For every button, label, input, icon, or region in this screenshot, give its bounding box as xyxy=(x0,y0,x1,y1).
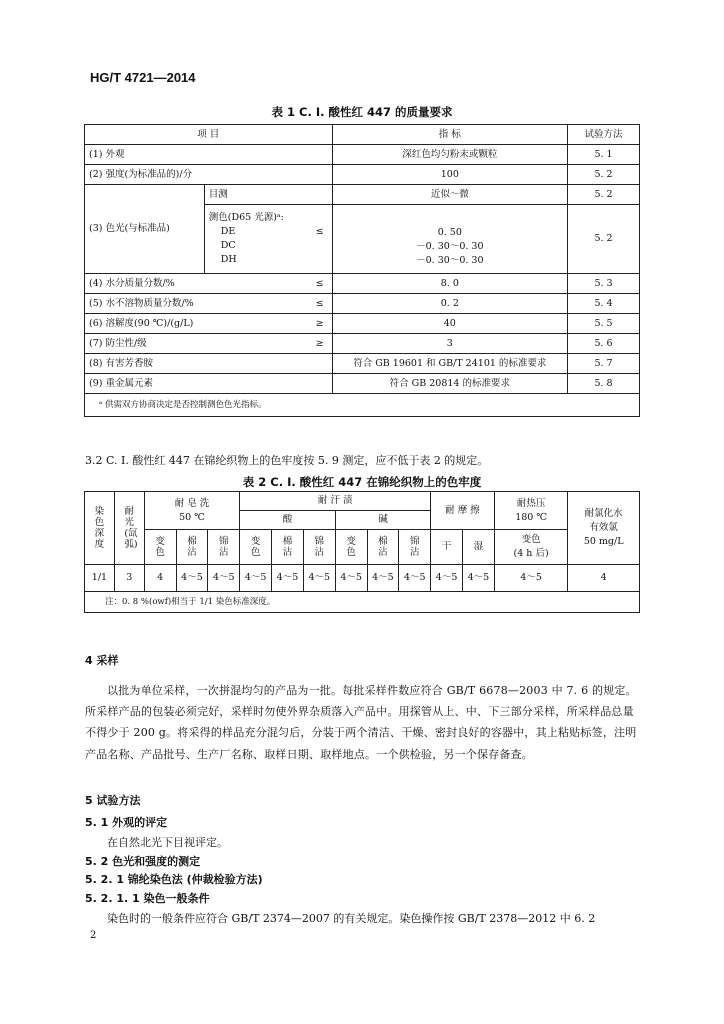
shade-de-line xyxy=(209,225,328,239)
row-value: 符合 GB 20814 的标准要求 xyxy=(332,374,568,394)
shade-dc-value: －0. 30～0. 30 xyxy=(416,241,484,252)
cell: 4～5 xyxy=(176,565,208,592)
table-row xyxy=(85,294,640,314)
section-5-heading: 5 试验方法 xyxy=(85,794,141,807)
header-alkali-change: 变色 xyxy=(335,530,367,565)
color-fastness-table xyxy=(84,491,640,613)
header-rubbing: 耐 摩 擦 xyxy=(431,492,495,530)
shade-instrument-values xyxy=(332,205,568,274)
header-item: 项 目 xyxy=(85,125,333,145)
table-row xyxy=(85,374,640,394)
header-method: 试验方法 xyxy=(568,125,640,145)
cell: 4～5 xyxy=(494,565,568,592)
row-item-cell xyxy=(85,274,333,294)
row-method: 5. 8 xyxy=(568,374,640,394)
row-method: 5. 2 xyxy=(568,165,640,185)
row-item: (4) 水分质量分数/% xyxy=(89,277,175,289)
shade-visual-label: 目测 xyxy=(204,185,332,205)
header-soap-change: 变色 xyxy=(144,530,176,565)
cell: 4～5 xyxy=(367,565,399,592)
shade-visual-value: 近似～微 xyxy=(332,185,568,205)
shade-instrument-label: 测色(D65 光源)ᵃ: xyxy=(208,212,284,223)
row-item: (8) 有害芳香胺 xyxy=(85,354,333,374)
cell: 4～5 xyxy=(240,565,272,592)
row-method: 5. 5 xyxy=(568,314,640,334)
header-acid-cotton: 棉沾 xyxy=(272,530,304,565)
row-item: (2) 强度(为标准品的)/分 xyxy=(85,165,333,185)
table1-footnote-row xyxy=(85,394,640,417)
table2-note: 注：0. 8 %(owf)相当于 1/1 染色标准深度。 xyxy=(85,592,640,613)
row-method: 5. 1 xyxy=(568,145,640,165)
section-4-text: 以批为单位采样，一次拼混均匀的产品为一批。每批采样件数应符合 GB/T 6678—2003 中 7. 6 的规定。所采样产品的包装必须完好，采样时勿使外界杂质落入产品中。用探管从上、中、下三部分采样，所采样品总量不得少于 200 g。将采得的样品充分混匀后，分装于两个清洁、干燥、密封良好的容器中，其上粘贴标签，注明产品名称、产品批号、生产厂名称、取样日期、取样地点。一个供检验，另一个保存备查。 xyxy=(85,684,637,761)
row-method: 5. 4 xyxy=(568,294,640,314)
header-hot-press: 耐热压 180 ℃ xyxy=(494,492,568,530)
table-row xyxy=(85,145,640,165)
cell: 3 xyxy=(114,565,144,592)
header-dry: 干 xyxy=(431,530,463,565)
header-sweat: 耐 汗 渍 xyxy=(240,492,431,511)
table-row xyxy=(85,354,640,374)
header-hot-press-change: 变色 (4 h 后) xyxy=(494,530,568,565)
cell: 4～5 xyxy=(431,565,463,592)
row-item: (6) 溶解度(90 ℃)/(g/L) xyxy=(89,317,194,329)
header-depth: 染色深度 xyxy=(85,492,115,565)
table-row xyxy=(85,274,640,294)
table-row xyxy=(85,334,640,354)
cell: 4～5 xyxy=(208,565,240,592)
shade-visual-method: 5. 2 xyxy=(568,185,640,205)
section-3-2: 3.2 C. I. 酸性红 447 在锦纶织物上的色牢度按 5. 9 测定，应不低于表 2 的规定。 xyxy=(85,454,489,467)
section-5-1-text: 在自然北光下目视评定。 xyxy=(107,836,228,849)
standard-code: HG/T 4721—2014 xyxy=(90,70,196,85)
row-symbol: ≤ xyxy=(315,297,324,309)
cell: 4～5 xyxy=(272,565,304,592)
cell: 4 xyxy=(144,565,176,592)
table2-header-row-1 xyxy=(85,492,640,511)
table1-footnote: ᵃ 供需双方协商决定是否控制测色色光指标。 xyxy=(85,394,640,417)
row-symbol: ≥ xyxy=(315,337,324,349)
header-soap-cotton: 棉沾 xyxy=(176,530,208,565)
section-5-2-1-heading: 5. 2. 1 锦纶染色法 (仲裁检验方法) xyxy=(85,873,263,886)
table-row xyxy=(85,314,640,334)
row-item: (1) 外观 xyxy=(85,145,333,165)
header-acid-change: 变色 xyxy=(240,530,272,565)
cell: 4～5 xyxy=(399,565,431,592)
row-item-cell xyxy=(85,314,333,334)
header-acid: 酸 xyxy=(240,511,335,530)
shade-instrument-method: 5. 2 xyxy=(568,205,640,274)
header-soap: 耐 皂 洗 50 ℃ xyxy=(144,492,239,530)
row-value: 8. 0 xyxy=(332,274,568,294)
row-symbol: ≤ xyxy=(315,277,324,289)
header-chlorinated-water: 耐氯化水 有效氯 50 mg/L xyxy=(568,492,640,565)
row-item: (5) 水不溶物质量分数/% xyxy=(89,297,194,309)
row-value: 40 xyxy=(332,314,568,334)
row-item: (9) 重金属元素 xyxy=(85,374,333,394)
row-item: (7) 防尘性/级 xyxy=(89,337,147,349)
row-item-cell xyxy=(85,334,333,354)
row-value: 0. 2 xyxy=(332,294,568,314)
shade-dh-value: －0. 30～0. 30 xyxy=(416,255,484,266)
shade-item: (3) 色光(与标准品) xyxy=(85,185,205,274)
header-alkali-cotton: 棉沾 xyxy=(367,530,399,565)
row-value: 符合 GB 19601 和 GB/T 24101 的标准要求 xyxy=(332,354,568,374)
table-row xyxy=(85,165,640,185)
table1-header-row xyxy=(85,125,640,145)
header-soap-nylon: 锦沾 xyxy=(208,530,240,565)
section-4-heading: 4 采样 xyxy=(85,654,119,667)
section-5-2-heading: 5. 2 色光和强度的测定 xyxy=(85,855,201,868)
section-5-2-1-1-heading: 5. 2. 1. 1 染色一般条件 xyxy=(85,892,210,905)
table-row xyxy=(85,185,640,205)
header-wet: 湿 xyxy=(463,530,495,565)
header-alkali-nylon: 锦沾 xyxy=(399,530,431,565)
shade-dh-label: DH xyxy=(220,254,237,265)
table2-header-row-3 xyxy=(85,530,640,565)
row-value: 100 xyxy=(332,165,568,185)
table-row xyxy=(85,565,640,592)
row-method: 5. 3 xyxy=(568,274,640,294)
shade-dc-label: DC xyxy=(220,240,236,251)
row-method: 5. 7 xyxy=(568,354,640,374)
header-light: 耐光(氙弧) xyxy=(114,492,144,565)
section-5-1-heading: 5. 1 外观的评定 xyxy=(85,816,168,829)
quality-requirements-table xyxy=(84,124,640,417)
row-value: 深红色均匀粉末或颗粒 xyxy=(332,145,568,165)
row-value: 3 xyxy=(332,334,568,354)
cell: 1/1 xyxy=(85,565,115,592)
row-symbol: ≥ xyxy=(315,317,324,329)
cell: 4 xyxy=(568,565,640,592)
header-indicator: 指 标 xyxy=(332,125,568,145)
table1-caption: 表 1 C. I. 酸性红 447 的质量要求 xyxy=(271,105,453,119)
table2-caption: 表 2 C. I. 酸性红 447 在锦纶织物上的色牢度 xyxy=(242,475,482,489)
shade-de-label: DE xyxy=(220,226,236,237)
shade-de-value: 0. 50 xyxy=(437,227,462,238)
cell: 4～5 xyxy=(463,565,495,592)
section-5-2-1-1-text: 染色时的一般条件应符合 GB/T 2374—2007 的有关规定。染色操作按 GB/T 2378—2012 中 6. 2 xyxy=(107,912,596,925)
header-acid-nylon: 锦沾 xyxy=(303,530,335,565)
shade-instrument-cell xyxy=(204,205,332,274)
header-alkali: 碱 xyxy=(335,511,430,530)
cell: 4～5 xyxy=(303,565,335,592)
shade-de-symbol: ≤ xyxy=(315,226,324,237)
table2-note-row xyxy=(85,592,640,613)
cell: 4～5 xyxy=(335,565,367,592)
page-number: 2 xyxy=(90,930,97,941)
row-method: 5. 6 xyxy=(568,334,640,354)
row-item-cell xyxy=(85,294,333,314)
